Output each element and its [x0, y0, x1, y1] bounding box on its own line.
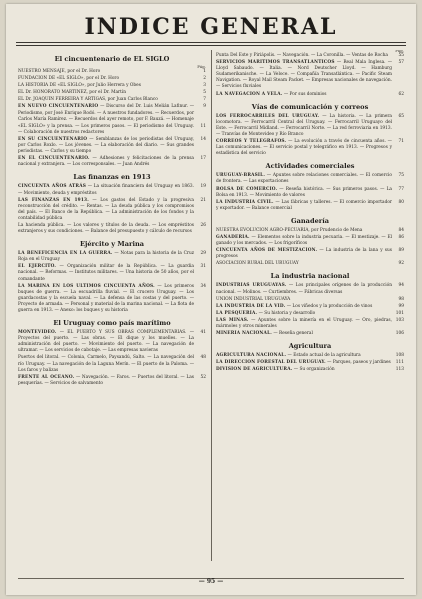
toc-entry[interactable]: [216, 261, 404, 267]
toc-entry[interactable]: [18, 284, 206, 314]
toc-page-number: 92: [398, 261, 404, 267]
toc-page-number: 99: [398, 303, 404, 309]
section-heading: El cincuentenario de EL SIGLO: [54, 55, 170, 63]
toc-entry-text: Punta Del Este y Piriápolis. — Navegación. — La Coronilla. — Ventas de Rocha: [216, 53, 388, 58]
toc-entry-text: LAS FINANZAS EN 1913. — Los gastos del Estado y la progresiva reconstrucción del crédito. — Rentas. — La deuda pública y los compromisos del país. — El Banco de la República. — La administración de los fondos y la contabilidad pública: [18, 197, 194, 221]
section-heading: Vías de comunicación y correos: [251, 102, 369, 111]
toc-entry[interactable]: [216, 173, 404, 185]
title-rule: [16, 42, 406, 43]
toc-entry-text: EN SU CINCUENTENARIO — Semblanzas de los periodistas del Uruguay, por Carlos Roxlo. — Los jóvenes. — La elaboración del diario. — Sus grandes periodistas. — Carlos y su tiempo: [18, 136, 194, 155]
toc-entry[interactable]: [216, 283, 404, 295]
toc-entry-text: GANADERIA. — Elementos sobre la industria pecuaria. — El mestizaje. — El ganado y los mercados. — Los frigoríficos: [216, 234, 392, 247]
toc-entry[interactable]: [18, 69, 206, 75]
toc-entry-text: EL Dr. JOAQUIN FERREIRA Y ARTIGAS, por Juan Carlos Blanco: [18, 97, 158, 103]
toc-entry-text: LA NAVEGACION A VELA. — Por sus dominios: [216, 91, 327, 97]
toc-page-number: 19: [200, 184, 206, 190]
toc-entry[interactable]: [216, 139, 404, 157]
toc-page-number: 101: [395, 310, 404, 316]
toc-entry[interactable]: [216, 318, 404, 330]
left-column: [18, 50, 206, 561]
toc-entry[interactable]: [216, 187, 404, 199]
toc-page-number: 48: [200, 355, 206, 361]
toc-page-number: 62: [398, 91, 404, 97]
toc-entry-text: AGRICULTURA NACIONAL. — Estado actual de la agricultura: [216, 353, 361, 359]
toc-page-number: 108: [395, 353, 404, 359]
toc-entry-text: CINCUENTA AÑOS ATRÁS — La situación financiera del Uruguay en 1863. — Movimiento, deuda y empréstitos: [18, 184, 194, 196]
toc-entry-text: EL Dr. HONORATO MARTINEZ, por el Dr. Martín: [18, 90, 126, 96]
toc-entry[interactable]: [18, 355, 206, 373]
toc-page-number: 94: [398, 283, 404, 289]
toc-entry-text: LA PESQUERIA. — Su historia y desarrollo: [216, 310, 316, 316]
toc-entry[interactable]: [18, 76, 206, 82]
toc-page-number: 41: [200, 330, 206, 336]
toc-entry-text: LA DIRECCION FORESTAL DEL URUGUAY. — Parques, paseos y jardines: [216, 360, 391, 366]
toc-page-number: 84: [398, 227, 404, 233]
toc-entry-text: LA BENEFICENCIA EN LA GUERRA. — Notas para la historia de la Cruz Roja en el Uruguay: [18, 251, 194, 263]
toc-entry[interactable]: [18, 97, 206, 103]
toc-entry[interactable]: [216, 331, 404, 337]
toc-entry[interactable]: [216, 53, 404, 59]
page-column-label: Pág.: [197, 64, 206, 69]
toc-entry[interactable]: [18, 330, 206, 354]
column-divider: [211, 50, 212, 561]
toc-entry-text: INDUSTRIAS URUGUAYAS. — Los principales orígenes de la producción nacional. — Molinos. — Curtiembres. — Fábricas diversas: [216, 283, 392, 295]
toc-entry[interactable]: [18, 375, 206, 387]
toc-page-number: 57: [398, 60, 404, 66]
toc-page-number: 11: [200, 123, 206, 129]
section-heading: Las finanzas en 1913: [73, 173, 151, 182]
toc-entry[interactable]: [216, 311, 404, 317]
section-heading: Agricultura: [288, 342, 332, 351]
toc-entry[interactable]: [216, 297, 404, 303]
toc-entry[interactable]: [216, 367, 404, 373]
toc-page-number: 106: [395, 331, 404, 337]
toc-entry[interactable]: [18, 137, 206, 155]
page-number: — 95 —: [198, 578, 224, 585]
toc-entry[interactable]: [216, 353, 404, 359]
section-heading: Actividades comerciales: [265, 162, 355, 171]
toc-entry[interactable]: [216, 248, 404, 260]
toc-page-number: 55: [398, 53, 404, 58]
toc-entry[interactable]: [216, 60, 404, 90]
section-heading: El Uruguay como país marítimo: [53, 319, 171, 328]
toc-entry[interactable]: [18, 184, 206, 196]
toc-entry-text: UNION INDUSTRIAL URUGUAYA: [216, 296, 291, 302]
toc-entry-text: LA INDUSTRIA CIVIL. — Las fábricas y talleres. — El comercio importador y exportador. — Balance comercial: [216, 199, 392, 211]
toc-page-number: 7: [203, 97, 206, 103]
toc-entry-text: BOLSA DE COMERCIO. — Reseña histórica. — Sus primeros pasos. — La Bolsa en 1913. — Movimiento de valores: [216, 186, 392, 198]
page-column-label: Pág.: [395, 50, 404, 53]
toc-page-number: 34: [200, 283, 206, 289]
toc-entry[interactable]: [18, 223, 206, 235]
section-heading: La industria nacional: [270, 272, 350, 281]
title-rule-2: [16, 45, 406, 46]
toc-entry[interactable]: [18, 156, 206, 168]
toc-entry[interactable]: [18, 124, 206, 136]
toc-entry-text: ASOCIACION RURAL DEL URUGUAY: [216, 261, 299, 267]
toc-entry[interactable]: [18, 198, 206, 222]
toc-page-number: 14: [200, 136, 206, 142]
toc-page-number: 86: [398, 234, 404, 240]
right-column: [216, 50, 404, 561]
toc-page-number: 52: [200, 374, 206, 380]
toc-entry[interactable]: [18, 251, 206, 263]
toc-entry-text: FRENTE AL OCEANO. — Navegación. — Faros. — Puertos del litoral. — Las pesquerías. — Servicios de salvamento: [18, 374, 194, 386]
toc-entry[interactable]: [18, 264, 206, 282]
toc-page-number: 2: [203, 76, 206, 82]
toc-entry[interactable]: [216, 235, 404, 247]
toc-entry-text: FUNDACION DE «EL SIGLO», por el Dr. Horo: [18, 76, 120, 82]
toc-entry-text: MINERIA NACIONAL. — Reseña general: [216, 331, 313, 337]
toc-entry[interactable]: [216, 114, 404, 138]
toc-entry-text: LOS FERROCARRILES DEL URUGUAY. — La historia. — La primera locomotora. — Ferrocarril Central del Uruguay. — Ferrocarril Uruguayo del Este. — Ferrocarril Midland. — Ferrocarril Norte. — La red ferroviaria en 1913. — Tranvías de Montevideo y Río Branco: [216, 113, 392, 137]
toc-page-number: 111: [395, 360, 404, 366]
toc-entry-text: LA HISTORIA DE «EL SIGLO», por Julio Herrera y Obes: [18, 83, 141, 89]
toc-entry[interactable]: [216, 228, 404, 234]
toc-page-number: 29: [200, 251, 206, 257]
page-title: INDICE GENERAL: [84, 14, 338, 40]
toc-entry-text: NUESTRO MENSAJE, por el Dr. Horo: [18, 69, 101, 74]
toc-entry[interactable]: [18, 90, 206, 96]
toc-entry-text: Puertos del litoral. — Colonia, Carmelo, Paysandú, Salto. — La navegación del río Uruguay. — La navegación de la Laguna Merín. — El puerto de la Paloma. — Los faros y balizas: [18, 355, 194, 373]
toc-entry[interactable]: [18, 104, 206, 122]
toc-entry-text: LA INDUSTRIA DE LA VID. — Los viñedos y la producción de vinos: [216, 303, 373, 309]
section-heading: Ganadería: [290, 216, 330, 225]
toc-entry-text: EL EJERCITO. — Organización militar de la República. — La guardia nacional. — Reformas. — Institutos militares. — Una historia de 50 años, por el comandante: [18, 264, 194, 282]
toc-page-number: 9: [203, 104, 206, 110]
toc-page-number: 113: [395, 367, 404, 373]
toc-page-number: 5: [203, 90, 206, 96]
toc-page-number: 103: [395, 317, 404, 323]
toc-entry-text: CINCUENTA AÑOS DE MESTIZACION. — La industria de la lana y sus progresos: [216, 248, 392, 260]
toc-entry-text: EN NUEVO CINCUENTENARIO — Discurso del Dr. Luis Melián Lafinur. — Periodismo, por José Enrique Rodó. — A nuestros fundadores. — Recuerdos, por Carlos María Ramírez. — Recuerdos del ayer remoto, por F. Bauzá. — Homenaje: [18, 104, 195, 122]
toc-page-number: 3: [203, 83, 206, 89]
toc-entry-text: «EL SIGLO» y la prensa. — Los primeros pasos. — El periodismo del Uruguay. — Colaboración de nuestros redactores: [18, 123, 194, 135]
toc-entry-text: EN EL CINCUENTENARIO. — Adhesiones y felicitaciones de la prensa nacional y extranjera. — Los corresponsales. — Juan Andrés: [18, 156, 194, 168]
toc-entry-text: DIVISION DE AGRICULTURA. — Su organización: [216, 367, 335, 373]
toc-page-number: 98: [398, 296, 404, 302]
toc-entry-text: MONTEVIDEO. — EL PUERTO Y SUS OBRAS COMPLEMENTARIAS. — Proyectos del puerto. — Las obras. — El dique y los muelles. — La administración del puerto. — Movimiento del puerto. — La navegación de ultramar. — Los servicios de cabotaje. — Las empresas navieras: [18, 330, 194, 354]
toc-entry[interactable]: [216, 92, 404, 98]
toc-entry[interactable]: [216, 304, 404, 310]
toc-page-number: 21: [200, 197, 206, 203]
toc-entry[interactable]: [18, 83, 206, 89]
toc-entry-text: CORREOS Y TELEGRAFOS. — La evolución a través de cincuenta años. — Las comunicaciones. — El servicio postal y telegráfico en 1913. — Progresos y estadística del servicio: [216, 139, 392, 157]
toc-page-number: 75: [398, 173, 404, 179]
toc-entry-text: LAS MINAS. — Apuntes sobre la minería en el Uruguay. — Oro, piedras, mármoles y otros minerales: [216, 317, 392, 329]
toc-entry-text: NUESTRA EVOLUCION AGRO-PECUARIA, por Prudencio de Mena: [216, 227, 363, 233]
toc-page-number: 31: [200, 264, 206, 270]
toc-page-number: 89: [398, 248, 404, 254]
toc-page-number: 80: [398, 199, 404, 205]
section-heading: Ejército y Marina: [79, 240, 145, 249]
page: [6, 4, 416, 595]
toc-entry-text: URUGUAY-BRASIL. — Apuntes sobre relaciones comerciales. — El comercio de frontera. — Las exportaciones: [216, 173, 392, 185]
toc-entry-text: SERVICIOS MARITIMOS TRANSATLANTICOS — Real Mala Inglesa. — Lloyd Sabaudo. — Italia. — Nord Deutscher Lloyd. — Hamburg Sudamerikanische. — La Veloce. — Compañía Transatlántica. — Pacific Steam Navigation. — Royal Mail Steam Packet. — Empresas nacionales de navegación. — Servicios fluviales: [216, 60, 392, 90]
toc-entry-text: La hacienda pública. — Los valores y títulos de la deuda. — Los empréstitos extranjeros y sus condiciones. — Balance del presupuesto y cálculo de recursos: [18, 222, 194, 235]
toc-entry-text: LA MARINA EN LOS ULTIMOS CINCUENTA AÑOS. — Los primeros buques de guerra. — La escuadrilla fluvial. — El crucero Uruguay. — Los guardacostas y la escuela naval. — La defensa de las costas y del puerto. — Proyecto de armada. — Personal y material de la marina nacional. — La flota de guerra en 1913. — Anexo: los buques y su historia: [18, 283, 194, 313]
toc-page-number: 26: [200, 222, 206, 228]
toc-page-number: 65: [398, 113, 404, 119]
toc-page-number: 17: [200, 156, 206, 162]
toc-entry[interactable]: [216, 200, 404, 212]
toc-entry[interactable]: [216, 360, 404, 366]
toc-page-number: 77: [398, 186, 404, 192]
toc-page-number: 1: [203, 69, 206, 74]
toc-page-number: 71: [398, 139, 404, 145]
